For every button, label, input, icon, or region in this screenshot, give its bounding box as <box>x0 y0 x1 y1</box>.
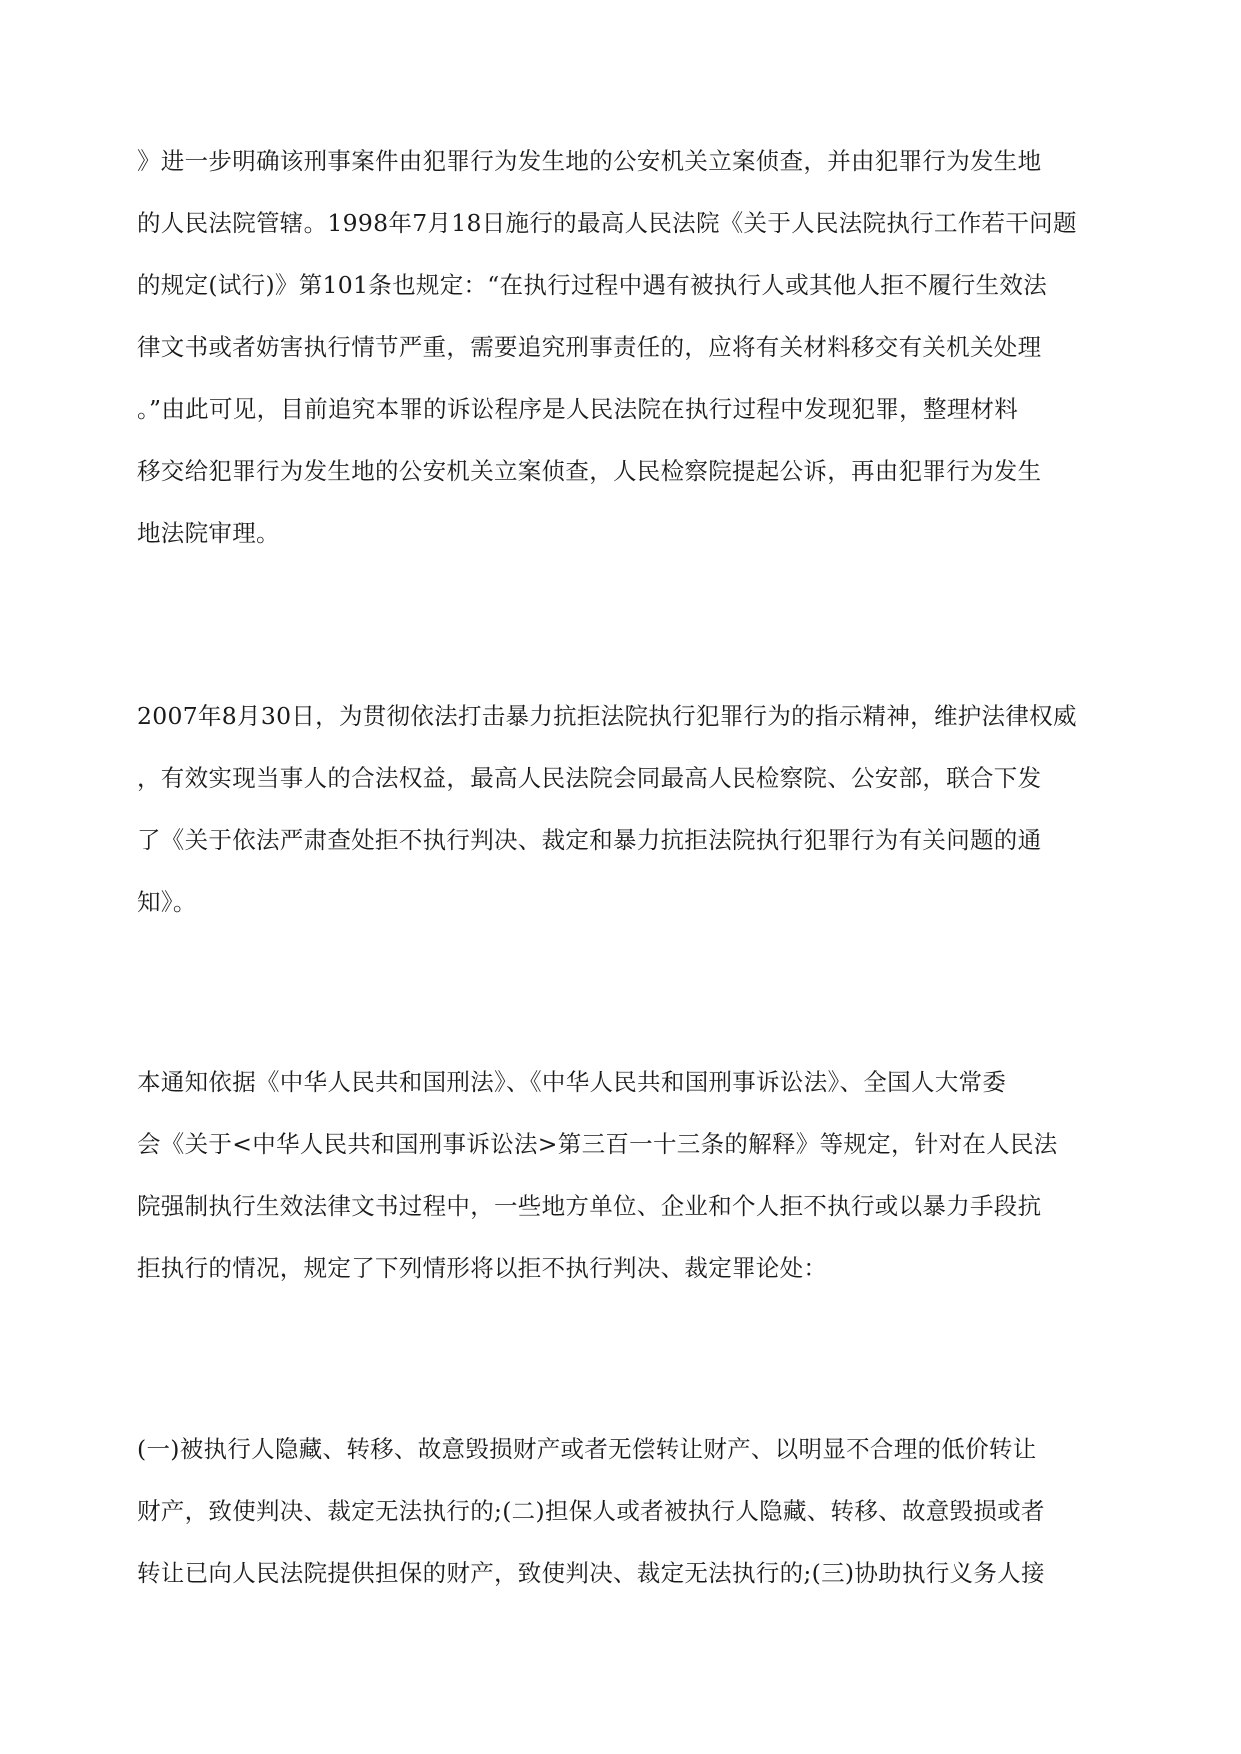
paragraph-line: 》进一步明确该刑事案件由犯罪行为发生地的公安机关立案侦查，并由犯罪行为发生地 <box>137 147 1042 175</box>
paragraph-line: 知》。 <box>137 888 197 916</box>
paragraph-line: 会《关于<中华人民共和国刑事诉讼法>第三百一十三条的解释》等规定，针对在人民法 <box>137 1130 1058 1158</box>
paragraph-line: 2007年8月30日，为贯彻依法打击暴力抗拒法院执行犯罪行为的指示精神，维护法律权威 <box>137 702 1077 730</box>
paragraph-line: 院强制执行生效法律文书过程中，一些地方单位、企业和个人拒不执行或以暴力手段抗 <box>137 1192 1042 1220</box>
paragraph-line: 拒执行的情况，规定了下列情形将以拒不执行判决、裁定罪论处： <box>137 1254 828 1282</box>
paragraph-line: ，有效实现当事人的合法权益，最高人民法院会同最高人民检察院、公安部，联合下发 <box>137 764 1042 792</box>
paragraph-line: 的人民法院管辖。1998年7月18日施行的最高人民法院《关于人民法院执行工作若干问题 <box>137 209 1077 237</box>
paragraph-line: 财产，致使判决、裁定无法执行的;(二)担保人或者被执行人隐藏、转移、故意毁损或者 <box>137 1497 1045 1525</box>
paragraph-line: 移交给犯罪行为发生地的公安机关立案侦查，人民检察院提起公诉，再由犯罪行为发生 <box>137 457 1042 485</box>
paragraph-line: 本通知依据《中华人民共和国刑法》、《中华人民共和国刑事诉讼法》、全国人大常委 <box>137 1068 1007 1096</box>
paragraph-line: 。”由此可见，目前追究本罪的诉讼程序是人民法院在执行过程中发现犯罪，整理材料 <box>137 395 1019 423</box>
paragraph-line: 转让已向人民法院提供担保的财产，致使判决、裁定无法执行的;(三)协助执行义务人接 <box>137 1559 1045 1587</box>
paragraph-line: 律文书或者妨害执行情节严重，需要追究刑事责任的，应将有关材料移交有关机关处理 <box>137 333 1042 361</box>
paragraph-line: 地法院审理。 <box>137 519 280 547</box>
paragraph-line: 了《关于依法严肃查处拒不执行判决、裁定和暴力抗拒法院执行犯罪行为有关问题的通 <box>137 826 1042 854</box>
paragraph-line: (一)被执行人隐藏、转移、故意毁损财产或者无偿转让财产、以明显不合理的低价转让 <box>137 1435 1037 1463</box>
paragraph-line: 的规定(试行)》第101条也规定：“在执行过程中遇有被执行人或其他人拒不履行生效法 <box>137 271 1048 299</box>
